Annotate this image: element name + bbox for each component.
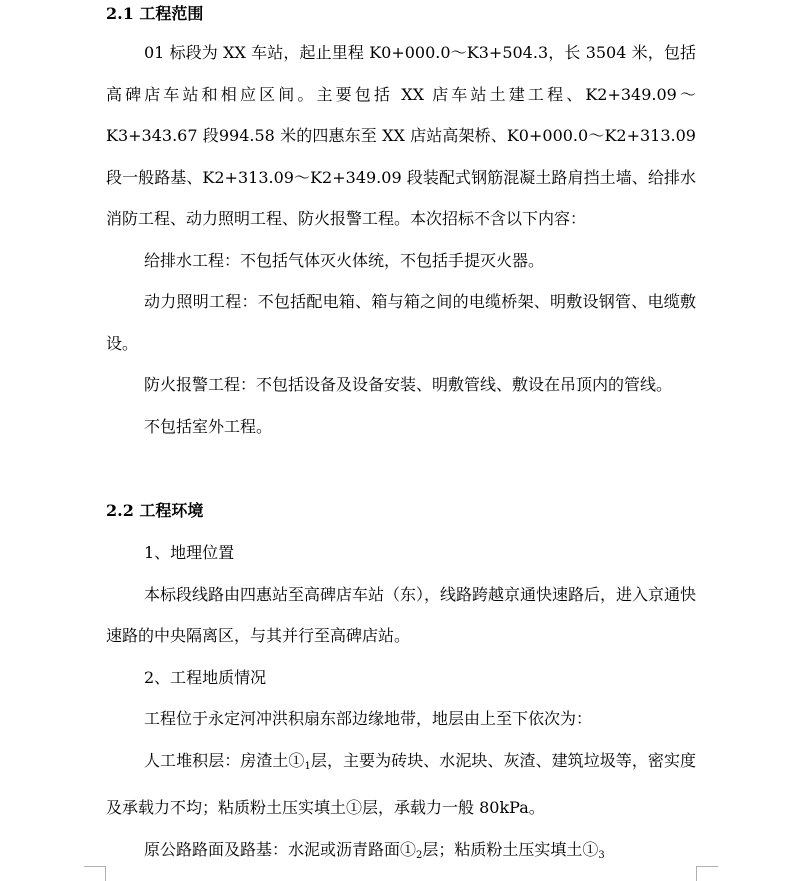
paragraph-artificial-fill [106,740,696,829]
road-text-prefix: 原公路路面及路基：水泥或沥青路面① [144,839,417,859]
paragraph-fire-alarm-exclusion: 防火报警工程：不包括设备及设备安装、明敷管线、敷设在吊顶内的管线。 [144,375,673,394]
section-body-scope [106,32,696,447]
paragraph-road-base [106,829,696,877]
section-body-environment [106,532,696,876]
crop-mark-bottom-right-h [696,866,718,867]
fill-text-prefix: 人工堆积层：房渣土① [144,750,305,770]
paragraph-water-exclusion: 给排水工程：不包括气体灭火体统，不包括手提灭火器。 [144,250,545,270]
subheading-geology: 2、工程地质情况 [144,667,267,687]
road-subscript-2: 3 [598,849,605,861]
section-heading-environment: 2.2 工程环境 [106,501,204,520]
crop-mark-bottom-right-v [696,866,697,881]
paragraph-outdoor-exclusion: 不包括室外工程。 [144,416,273,436]
paragraph-scope-summary: 01 标段为 XX 车站，起止里程 K0+000.0～K3+504.3，长 3504 米，包括高碑店车站和相应区间。主要包括 XX 店车站土建工程、K2+349.09～K3+343.67 段994.58 米的四惠东至 XX 店站高架桥、K0+000.0～K2+313.09 段一般路基、K2+313.09～K2+349.09 段装配式钢筋混凝土路肩挡土墙、给排水消防工程、动力照明工程、防火报警工程。本次招标不含以下内容： [106,43,696,228]
subheading-location: 1、地理位置 [144,543,235,562]
road-text-middle: 层；粘质粉土压实填土① [422,839,599,859]
road-subscript-1: 2 [416,849,423,861]
paragraph-geology-intro: 工程位于永定河冲洪积扇东部边缘地带，地层由上至下依次为： [144,709,593,728]
paragraph-power-exclusion: 动力照明工程：不包括配电箱、箱与箱之间的电缆桥架、明敷设钢管、电缆敷设。 [106,292,696,353]
paragraph-location: 本标段线路由四惠站至高碑店车站（东），线路跨越京通快速路后，进入京通快速路的中央隔离区，与其并行至高碑店站。 [106,584,697,645]
fill-text-suffix: 层，主要为砖块、水泥块、灰渣、建筑垃圾等，密实度及承载力不均；粘质粉土压实填土①层，承载力一般 80kPa。 [106,750,696,817]
crop-mark-bottom-left-h [84,866,106,867]
fill-subscript: 1 [304,760,311,772]
section-heading-scope: 2.1 工程范围 [106,4,204,23]
